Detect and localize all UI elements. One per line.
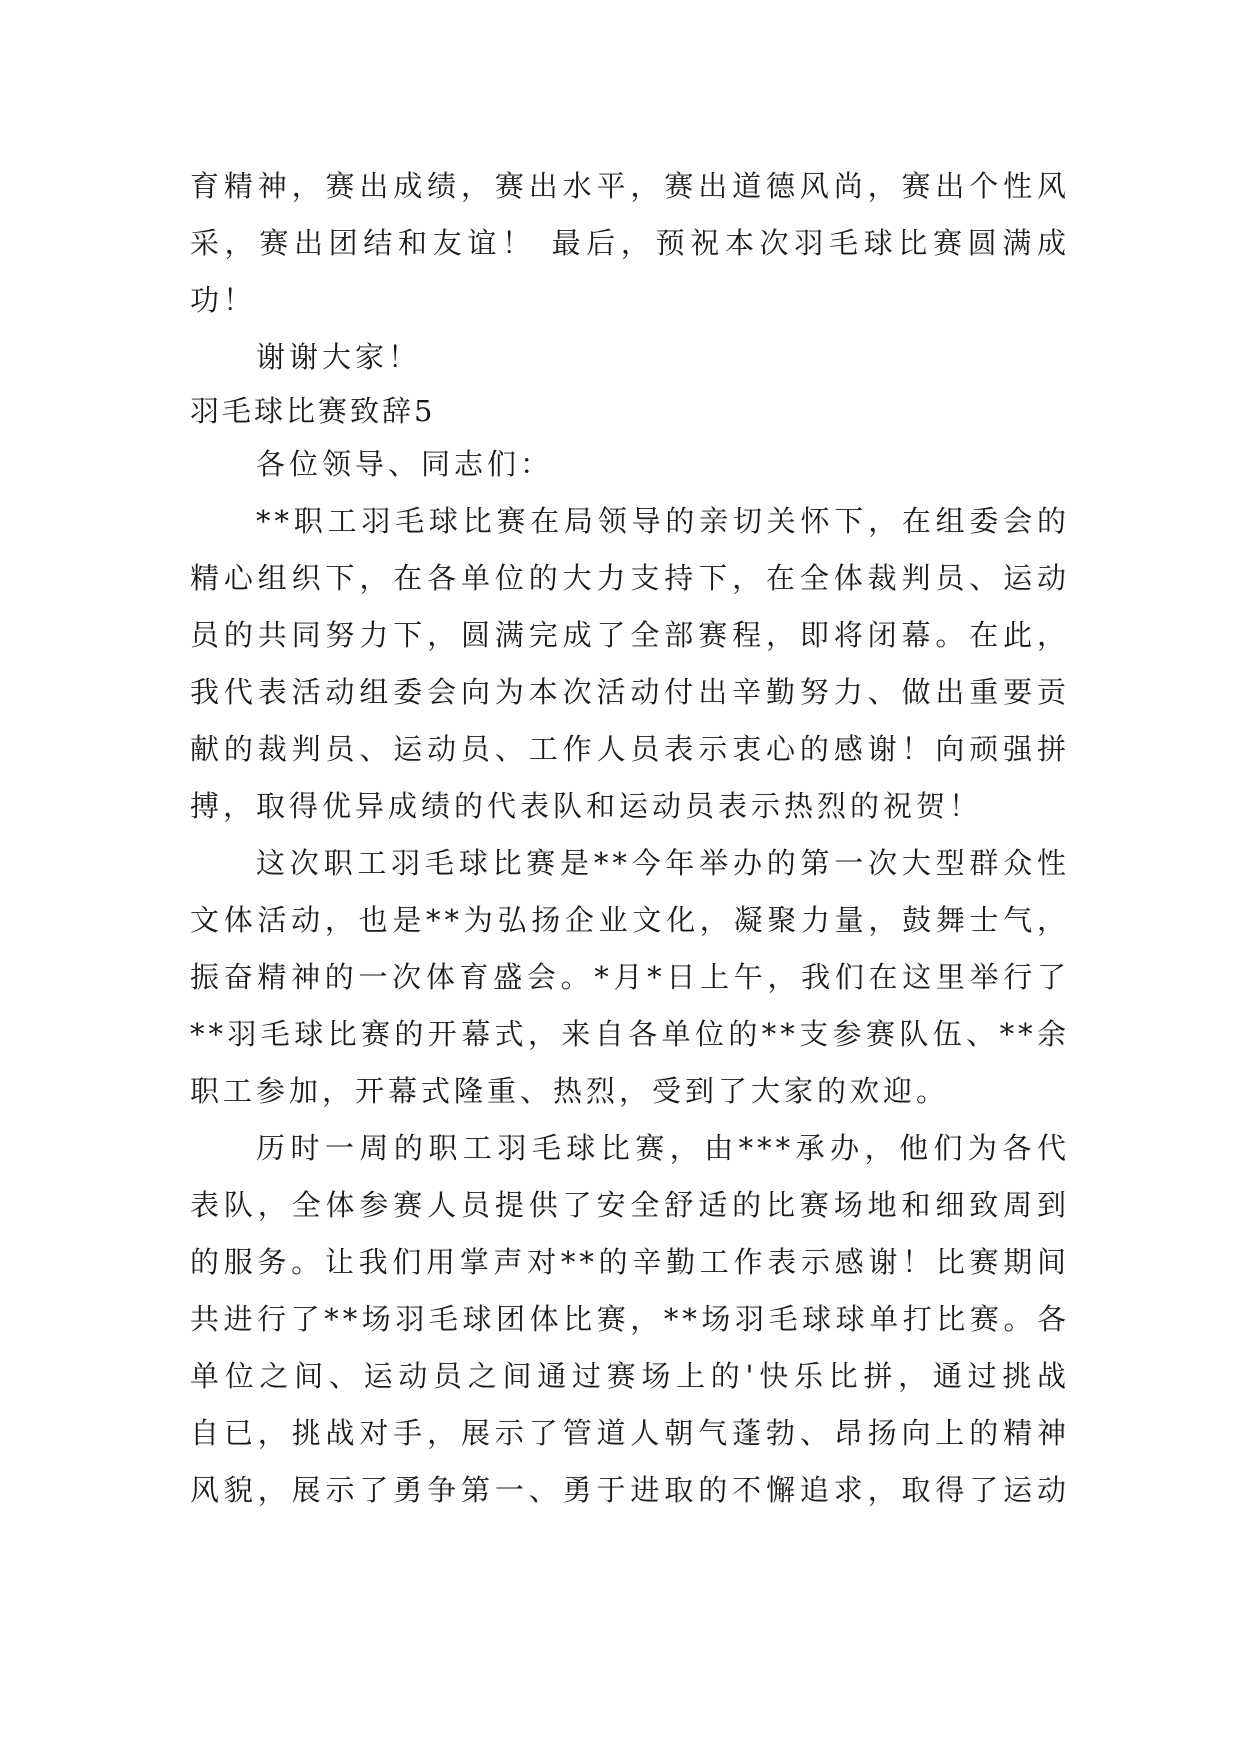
- paragraph-line: 振奋精神的一次体育盛会。*月*日上午，我们在这里举行了: [190, 960, 1070, 994]
- paragraph-line: 表队，全体参赛人员提供了安全舒适的比赛场地和细致周到: [190, 1188, 1070, 1222]
- paragraph-line: 育精神，赛出成绩，赛出水平，赛出道德风尚，赛出个性风: [190, 169, 1070, 203]
- paragraph-line: 采，赛出团结和友谊！ 最后，预祝本次羽毛球比赛圆满成: [190, 226, 1070, 260]
- paragraph-line: 共进行了**场羽毛球团体比赛，**场羽毛球球单打比赛。各: [190, 1302, 1070, 1336]
- salutation-line: 各位领导、同志们：: [256, 447, 554, 481]
- paragraph-line: 风貌，展示了勇争第一、勇于进取的不懈追求，取得了运动: [190, 1473, 1070, 1507]
- paragraph-line: 我代表活动组委会向为本次活动付出辛勤努力、做出重要贡: [190, 675, 1070, 709]
- document-body: [190, 158, 1070, 1519]
- paragraph-line: **羽毛球比赛的开幕式，来自各单位的**支参赛队伍、**余: [190, 1017, 1070, 1051]
- paragraph-line: 献的裁判员、运动员、工作人员表示衷心的感谢！向顽强拼: [190, 732, 1070, 766]
- paragraph-line: 员的共同努力下，圆满完成了全部赛程，即将闭幕。在此，: [190, 618, 1070, 652]
- paragraph-line: 精心组织下，在各单位的大力支持下，在全体裁判员、运动: [190, 561, 1070, 595]
- section-heading: 羽毛球比赛致辞5: [190, 394, 436, 428]
- paragraph-line: 历时一周的职工羽毛球比赛，由***承办，他们为各代: [256, 1131, 1070, 1165]
- paragraph-line: 这次职工羽毛球比赛是**今年举办的第一次大型群众性: [256, 846, 1070, 880]
- paragraph-line: **职工羽毛球比赛在局领导的亲切关怀下，在组委会的: [256, 504, 1070, 538]
- paragraph-line: 自已，挑战对手，展示了管道人朝气蓬勃、昂扬向上的精神: [190, 1416, 1070, 1450]
- paragraph-line: 的服务。让我们用掌声对**的辛勤工作表示感谢！比赛期间: [190, 1245, 1070, 1279]
- paragraph-line: 职工参加，开幕式隆重、热烈，受到了大家的欢迎。: [190, 1074, 950, 1108]
- paragraph-line: 功！: [190, 283, 257, 317]
- paragraph-line: 文体活动，也是**为弘扬企业文化，凝聚力量，鼓舞士气，: [190, 903, 1070, 937]
- paragraph-line: 单位之间、运动员之间通过赛场上的'快乐比拼，通过挑战: [190, 1359, 1070, 1393]
- paragraph-line: 搏，取得优异成绩的代表队和运动员表示热烈的祝贺！: [190, 789, 983, 823]
- closing-line: 谢谢大家！: [256, 340, 422, 374]
